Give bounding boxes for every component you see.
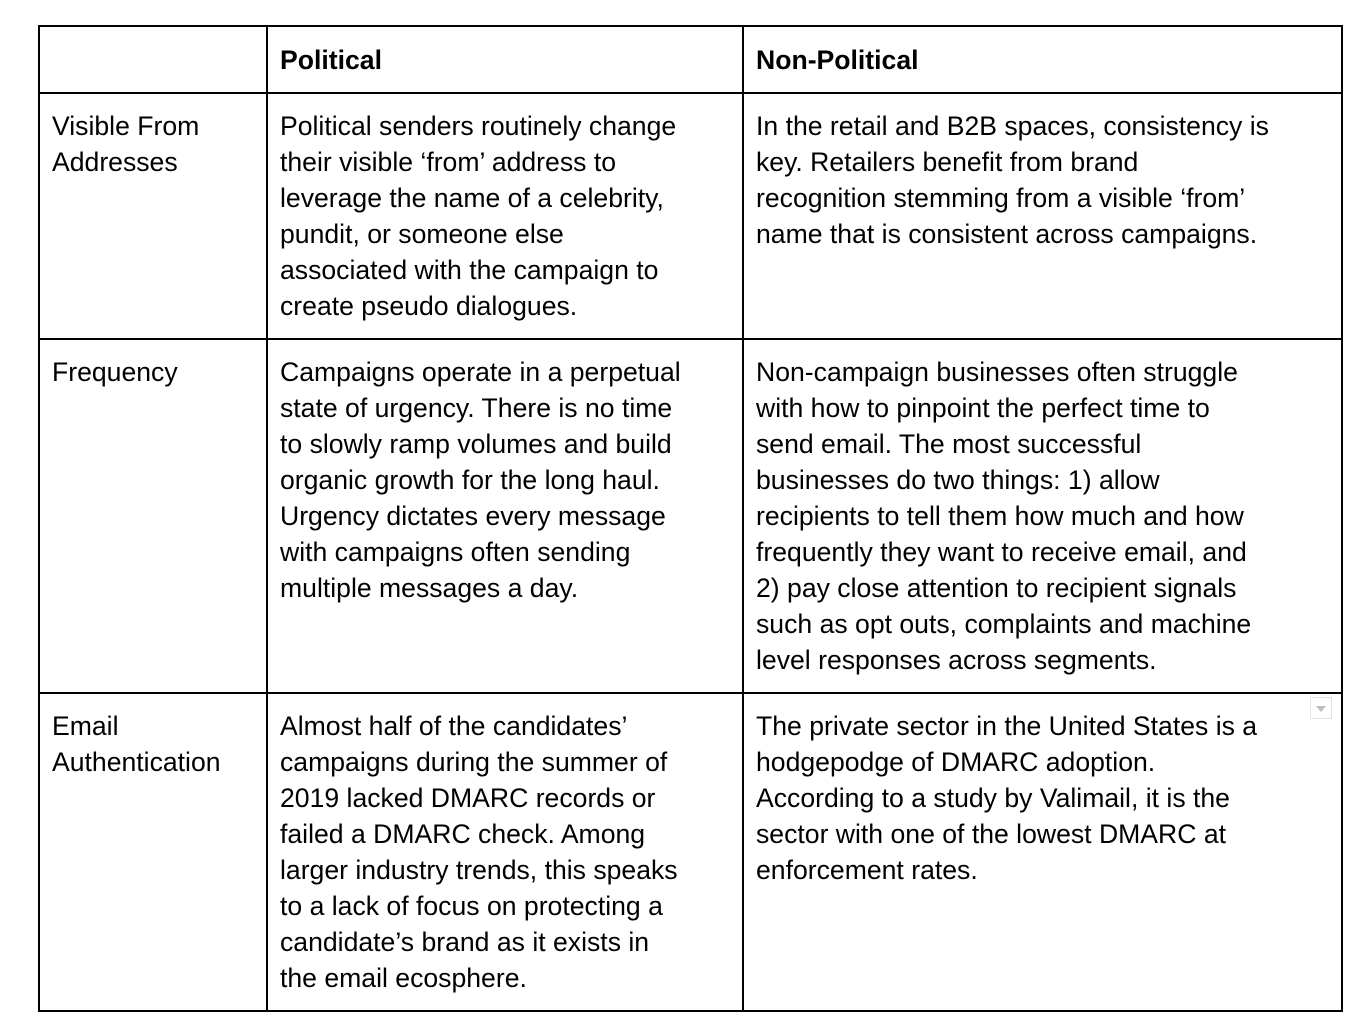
row-label: Frequency bbox=[52, 357, 178, 387]
header-cell-empty bbox=[39, 26, 267, 93]
political-cell bbox=[267, 339, 743, 693]
row-label: Email Authentication bbox=[52, 711, 221, 777]
non-political-text: In the retail and B2B spaces, consistency is key. Retailers benefit from brand recognition stemming from a visible ‘from’ name that is consistent across campaigns. bbox=[756, 111, 1269, 249]
chevron-down-icon bbox=[1316, 706, 1326, 712]
non-political-cell bbox=[743, 93, 1342, 339]
non-political-cell bbox=[743, 339, 1342, 693]
political-text: Campaigns operate in a perpetual state of urgency. There is no time to slowly ramp volumes and build organic growth for the long haul. Urgency dictates every message with campaigns often sending multiple messages a day. bbox=[280, 357, 681, 603]
row-label: Visible From Addresses bbox=[52, 111, 200, 177]
political-cell bbox=[267, 93, 743, 339]
header-cell-political bbox=[267, 26, 743, 93]
non-political-text: Non-campaign businesses often struggle with how to pinpoint the perfect time to send email. The most successful businesses do two things: 1) allow recipients to tell them how much and how frequently they want to receive email, and 2) pay close attention to recipient signals such as opt outs, complaints and machine level responses across segments. bbox=[756, 357, 1252, 675]
table-header-row bbox=[39, 26, 1342, 93]
table-row bbox=[39, 339, 1342, 693]
table-row bbox=[39, 93, 1342, 339]
non-political-cell bbox=[743, 693, 1342, 1011]
header-cell-non-political bbox=[743, 26, 1342, 93]
header-label-non-political: Non-Political bbox=[756, 45, 919, 75]
comparison-table bbox=[38, 25, 1343, 1012]
row-label-cell bbox=[39, 93, 267, 339]
header-label-political: Political bbox=[280, 45, 382, 75]
table-row bbox=[39, 693, 1342, 1011]
row-label-cell bbox=[39, 693, 267, 1011]
political-cell bbox=[267, 693, 743, 1011]
non-political-text: The private sector in the United States is a hodgepodge of DMARC adoption. According to a study by Valimail, it is the sector with one of the lowest DMARC at enforcement rates. bbox=[756, 711, 1258, 885]
row-label-cell bbox=[39, 339, 267, 693]
political-text: Political senders routinely change their visible ‘from’ address to leverage the name of a celebrity, pundit, or someone else associated with the campaign to create pseudo dialogues. bbox=[280, 111, 677, 321]
cell-dropdown-button[interactable] bbox=[1310, 697, 1332, 719]
political-text: Almost half of the candidates’ campaigns during the summer of 2019 lacked DMARC records or failed a DMARC check. Among larger industry trends, this speaks to a lack of focus on protecting a candidate’s brand as it exists in the email ecosphere. bbox=[280, 711, 678, 993]
